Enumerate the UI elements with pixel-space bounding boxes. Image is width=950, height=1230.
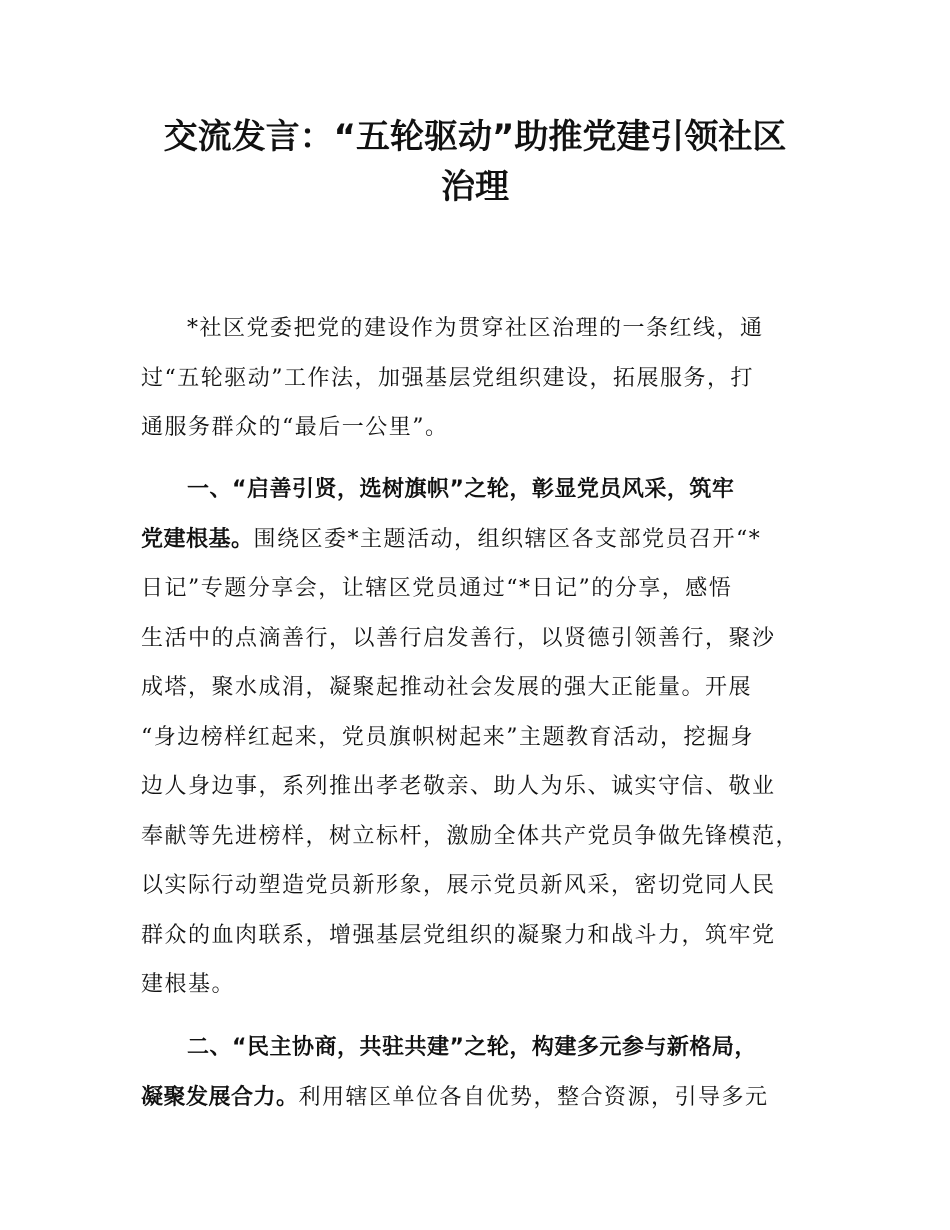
intro-line: 过“五轮驱动”工作法，加强基层党组织建设，拓展服务，打 bbox=[141, 365, 754, 391]
section-one-line: 日记”专题分享会，让辖区党员通过“*日记”的分享，感悟 bbox=[141, 576, 733, 601]
section-one-line: 奉献等先进榜样，树立标杆，激励全体共产党员争做先锋模范， bbox=[141, 823, 800, 849]
section-one-line: 以实际行动塑造党员新形象，展示党员新风采，密切党同人民 bbox=[141, 873, 776, 898]
title-line-1: 交流发言：“五轮驱动”助推党建引领社区 bbox=[163, 117, 787, 157]
section-one-line: 建根基。 bbox=[141, 972, 236, 997]
intro-paragraph bbox=[141, 304, 831, 453]
section-one-heading: 一、“启善引贤，选树旗帜”之轮，彰显党员风采，筑牢 bbox=[187, 477, 735, 502]
section-two-paragraph bbox=[141, 1023, 831, 1122]
section-two-heading-end: 凝聚发展合力。 bbox=[141, 1084, 299, 1110]
document-title bbox=[100, 112, 850, 212]
intro-line: 通服务群众的“最后一公里”。 bbox=[141, 415, 449, 440]
section-one-text: 围绕区委*主题活动，组织辖区各支部党员召开“* bbox=[253, 526, 762, 552]
section-one-line: 生活中的点滴善行，以善行启发善行，以贤德引领善行，聚沙 bbox=[141, 625, 776, 651]
intro-line: *社区党委把党的建设作为贯穿社区治理的一条红线，通 bbox=[187, 316, 764, 341]
section-two-text: 利用辖区单位各自优势，整合资源，引导多元 bbox=[298, 1084, 769, 1110]
section-one-line bbox=[141, 515, 831, 565]
section-one-heading-end: 党建根基。 bbox=[141, 526, 254, 552]
section-one-line: 边人身边事，系列推出孝老敬亲、助人为乐、诚实守信、敬业 bbox=[141, 774, 776, 799]
section-two-line bbox=[141, 1073, 831, 1123]
section-one-paragraph bbox=[141, 465, 831, 1010]
section-two-heading: 二、“民主协商，共驻共建”之轮，构建多元参与新格局， bbox=[187, 1035, 757, 1060]
title-line-2: 治理 bbox=[441, 167, 509, 207]
section-one-line: 群众的血肉联系，增强基层党组织的凝聚力和战斗力，筑牢党 bbox=[141, 922, 776, 948]
section-one-line: 成塔，聚水成涓，凝聚起推动社会发展的强大正能量。开展 bbox=[141, 675, 753, 700]
section-one-line: “身边榜样红起来，党员旗帜树起来”主题教育活动，挖掘身 bbox=[141, 724, 754, 750]
